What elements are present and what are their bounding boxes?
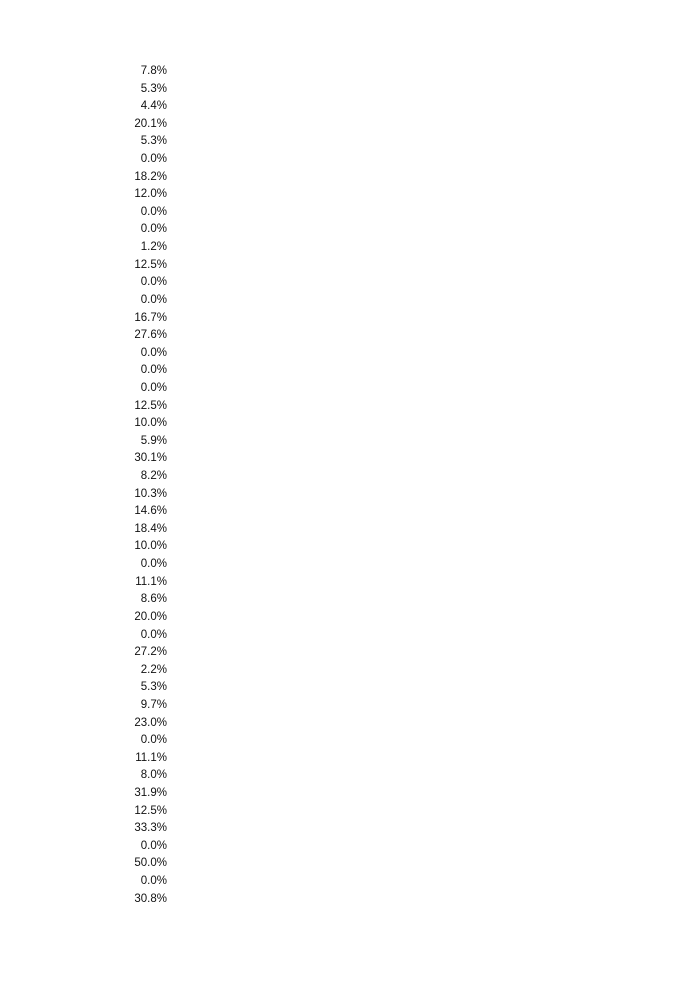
percentage-cell: 12.0% (134, 188, 167, 201)
percentage-cell: 0.0% (140, 558, 167, 571)
percentage-cell: 27.6% (134, 329, 167, 342)
percentage-cell: 0.0% (140, 734, 167, 747)
percentage-cell: 8.2% (140, 470, 167, 483)
percentage-cell: 8.0% (140, 769, 167, 782)
percentage-cell: 14.6% (134, 505, 167, 518)
percentage-cell: 0.0% (140, 346, 167, 359)
percentage-cell: 5.9% (140, 434, 167, 447)
percentage-cell: 20.0% (134, 610, 167, 623)
percentage-cell: 27.2% (134, 646, 167, 659)
percentage-cell: 30.8% (134, 892, 167, 905)
percentage-cell: 4.4% (140, 100, 167, 113)
percentage-cell: 33.3% (134, 822, 167, 835)
percentage-cell: 0.0% (140, 381, 167, 394)
percentage-cell: 18.4% (134, 522, 167, 535)
percentage-cell: 0.0% (140, 293, 167, 306)
percentage-cell: 0.0% (140, 153, 167, 166)
percentage-cell: 31.9% (134, 786, 167, 799)
percentage-cell: 5.3% (140, 135, 167, 148)
percentage-cell: 0.0% (140, 875, 167, 888)
percentage-cell: 12.5% (134, 258, 167, 271)
percentage-cell: 10.0% (134, 417, 167, 430)
percentage-cell: 16.7% (134, 311, 167, 324)
percentage-cell: 0.0% (140, 364, 167, 377)
percentage-cell: 12.5% (134, 399, 167, 412)
percentage-cell: 8.6% (140, 593, 167, 606)
percentage-cell: 0.0% (140, 205, 167, 218)
percentage-cell: 11.1% (135, 575, 167, 588)
percentage-cell: 1.2% (140, 241, 167, 254)
percentage-cell: 50.0% (134, 857, 167, 870)
percentage-cell: 10.3% (134, 487, 167, 500)
percentage-cell: 0.0% (140, 276, 167, 289)
percentage-cell: 9.7% (140, 698, 167, 711)
percentage-cell: 2.2% (140, 663, 167, 676)
percentage-cell: 0.0% (140, 628, 167, 641)
percentage-cell: 7.8% (140, 65, 167, 77)
percentage-cell: 10.0% (134, 540, 167, 553)
percentage-cell: 11.1% (135, 751, 167, 764)
percentage-column (110, 63, 167, 908)
percentage-cell: 23.0% (134, 716, 167, 729)
percentage-cell: 5.3% (140, 82, 167, 95)
percentage-cell: 0.0% (140, 223, 167, 236)
percentage-cell: 5.3% (140, 681, 167, 694)
percentage-cell: 0.0% (140, 839, 167, 852)
percentage-cell: 20.1% (134, 117, 167, 130)
percentage-cell: 12.5% (134, 804, 167, 817)
percentage-cell: 30.1% (134, 452, 167, 465)
percentage-cell: 18.2% (134, 170, 167, 183)
